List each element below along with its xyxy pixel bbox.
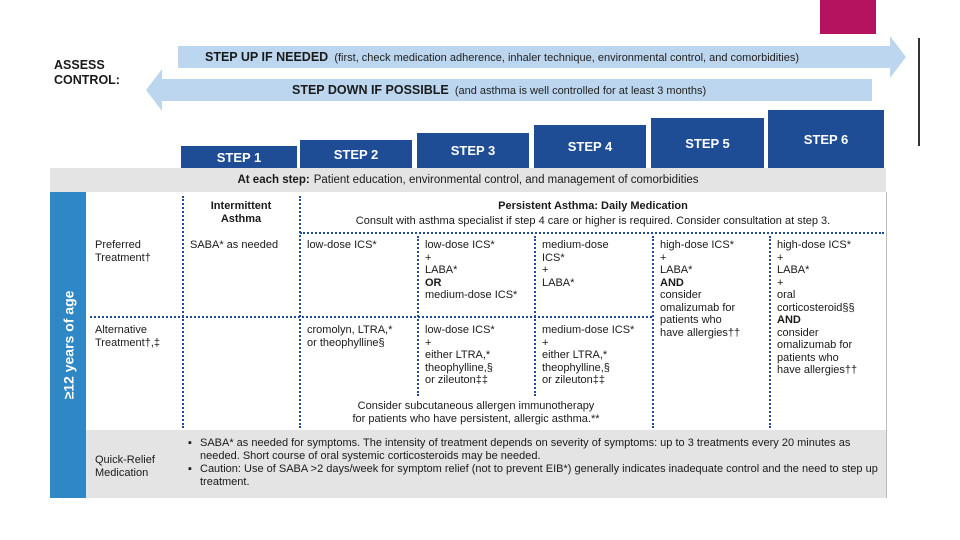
step-up-text [205,50,799,64]
row-divider [90,316,652,318]
preferred-step2: low-dose ICS* [307,239,377,251]
persistent-subtitle: Consult with asthma specialist if step 4 care or higher is required. Consider consultation at step 3. [355,214,831,227]
quick-relief-bullet-2: ▪ Caution: Use of SABA >2 days/week for symptom relief (not to prevent EIB*) generally indicates inadequate control and the need to step up treatment. [188,463,878,488]
header-divider [300,232,884,234]
persistent-header [302,200,884,227]
age-group-label-wrap [50,192,86,498]
step-down-note: (and asthma is well controlled for at least 3 months) [454,85,707,97]
at-each-step-label: At each step: [237,174,310,186]
quick-relief-bullet-1: ▪ SABA* as needed for symptoms. The intensity of treatment depends on severity of symptoms: up to 3 treatments every 20 minutes as needed. Short course of oral systemic corticosteroids may be needed. [188,437,878,462]
step-3: STEP 3 [417,133,529,168]
step-up-note: (first, check medication adherence, inhaler technique, environmental control, and comorbidities) [334,52,799,64]
assess-line-2: CONTROL: [54,73,120,87]
step-6: STEP 6 [768,110,884,168]
age-group-label: ≥12 years of age [60,290,77,400]
preferred-step4: medium-dose ICS* + LABA* [542,239,609,289]
alternative-step2: cromolyn, LTRA,* or theophylline§ [307,324,393,349]
col-divider-5 [652,236,654,428]
alternative-step4: medium-dose ICS* + either LTRA,* theophylline,§ or zileuton‡‡ [542,324,635,386]
at-each-step-band [50,168,886,192]
step-4: STEP 4 [534,125,646,168]
step-1: STEP 1 [181,146,297,168]
assess-line-1: ASSESS [54,58,105,72]
step-down-text [292,83,706,97]
step-2: STEP 2 [300,140,412,168]
alternative-label: Alternative Treatment†,‡ [95,324,161,349]
quick-relief-label: Quick-Relief Medication [95,454,155,479]
preferred-step6: high-dose ICS* + LABA* + oral corticosteroid§§ AND consider omalizumab for patients who have allergies†† [777,239,858,376]
alternative-step3: low-dose ICS* + either LTRA,* theophylline,§ or zileuton‡‡ [425,324,495,386]
col-divider-1 [182,196,184,428]
preferred-step5: high-dose ICS* + LABA* AND consider omalizumab for patients who have allergies†† [660,239,741,339]
at-each-step-text: Patient education, environmental control, and management of comorbidities [313,174,699,186]
step-5: STEP 5 [651,118,764,168]
preferred-step1: SABA* as needed [190,239,279,251]
col-divider-6 [769,236,771,428]
quick-relief-text [188,437,878,489]
col-divider-2 [299,196,301,428]
preferred-step3: low-dose ICS* + LABA* OR medium-dose ICS* [425,239,518,301]
immunotherapy-note: Consider subcutaneous allergen immunotherapy for patients who have persistent, allergic asthma.** [352,400,600,425]
persistent-title: Persistent Asthma: Daily Medication [498,200,688,212]
step-up-label: STEP UP IF NEEDED [205,50,329,64]
step-down-label: STEP DOWN IF POSSIBLE [292,83,449,97]
preferred-label: Preferred Treatment† [95,239,151,264]
intermittent-header: Intermittent Asthma [210,200,272,225]
